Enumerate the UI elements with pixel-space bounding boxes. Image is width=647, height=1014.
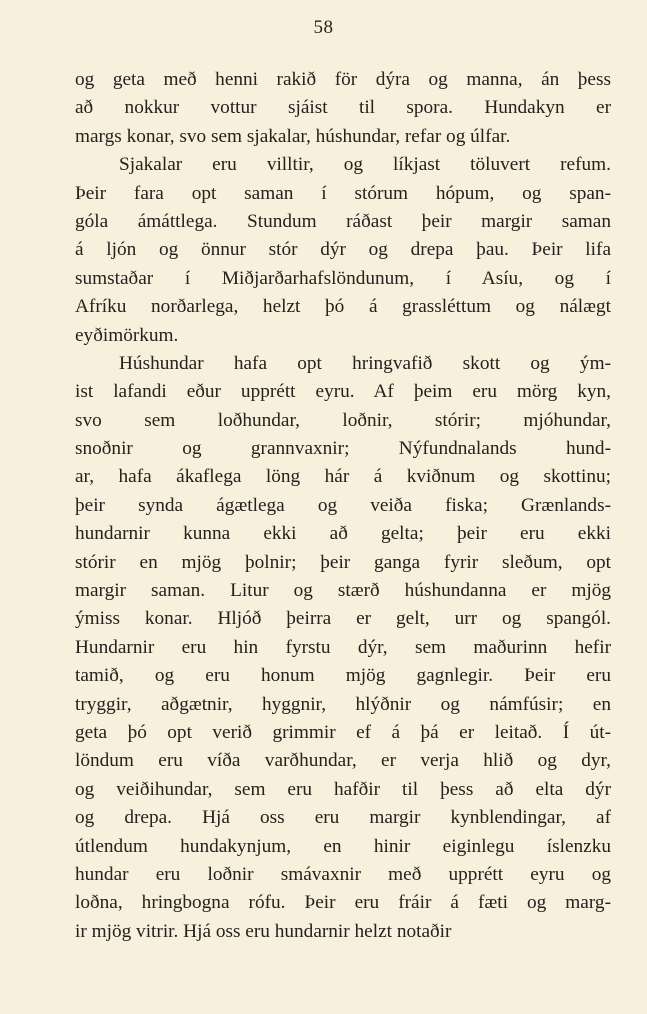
text-line: hundar eru loðnir smávaxnir með upprétt eyru og	[75, 863, 611, 885]
text-line: tryggir, aðgætnir, hyggnir, hlýðnir og námfúsir; en	[75, 693, 611, 715]
text-line: snoðnir og grannvaxnir; Nýfundnalands hund-	[75, 438, 611, 460]
text-line: Þeir fara opt saman í stórum hópum, og span-	[75, 182, 611, 204]
text-line: geta þó opt verið grimmir ef á þá er leitað. Í út-	[75, 721, 611, 743]
body-text	[75, 66, 611, 946]
text-line: og drepa. Hjá oss eru margir kynblendingar, af	[75, 807, 611, 829]
text-line: eyðimörkum.	[75, 324, 179, 346]
text-line: Afríku norðarlega, helzt þó á grassléttum og nálægt	[75, 296, 611, 318]
text-line: á ljón og önnur stór dýr og drepa þau. Þeir lifa	[75, 239, 611, 261]
text-line: margs konar, svo sem sjakalar, húshundar, refar og úlfar.	[75, 125, 511, 147]
text-line: stórir en mjög þolnir; þeir ganga fyrir sleðum, opt	[75, 551, 611, 573]
text-line: löndum eru víða varðhundar, er verja hlið og dyr,	[75, 750, 611, 772]
text-line: og veiðihundar, sem eru hafðir til þess að elta dýr	[75, 778, 611, 800]
text-line: svo sem loðhundar, loðnir, stórir; mjóhundar,	[75, 409, 611, 431]
text-line: Hundarnir eru hin fyrstu dýr, sem maðurinn hefir	[75, 636, 611, 658]
text-line: ar, hafa ákaflega löng hár á kviðnum og skottinu;	[75, 466, 611, 488]
text-line: ist lafandi eður upprétt eyru. Af þeim eru mörg kyn,	[75, 381, 611, 403]
text-line: tamið, og eru honum mjög gagnlegir. Þeir eru	[75, 665, 611, 687]
text-line: að nokkur vottur sjáist til spora. Hundakyn er	[75, 97, 611, 119]
text-line: Húshundar hafa opt hringvafið skott og ým-	[119, 352, 611, 374]
text-line: margir saman. Litur og stærð húshundanna er mjög	[75, 580, 611, 602]
page-number: 58	[313, 17, 334, 38]
text-line: góla ámáttlega. Stundum ráðast þeir margir saman	[75, 210, 611, 232]
text-line: Sjakalar eru villtir, og líkjast töluvert refum.	[119, 154, 611, 176]
text-line: og geta með henni rakið för dýra og manna, án þess	[75, 69, 611, 90]
text-line: loðna, hringbogna rófu. Þeir eru fráir á fæti og marg-	[75, 892, 611, 914]
text-line: ýmiss konar. Hljóð þeirra er gelt, urr og spangól.	[75, 608, 611, 630]
text-line: útlendum hundakynjum, en hinir eiginlegu íslenzku	[75, 835, 611, 857]
text-line: þeir synda ágætlega og veiða fiska; Grænlands-	[75, 494, 611, 516]
text-line: hundarnir kunna ekki að gelta; þeir eru ekki	[75, 523, 611, 545]
text-line: ir mjög vitrir. Hjá oss eru hundarnir helzt notaðir	[75, 920, 452, 942]
text-line: sumstaðar í Miðjarðarhafslöndunum, í Asíu, og í	[75, 267, 611, 289]
